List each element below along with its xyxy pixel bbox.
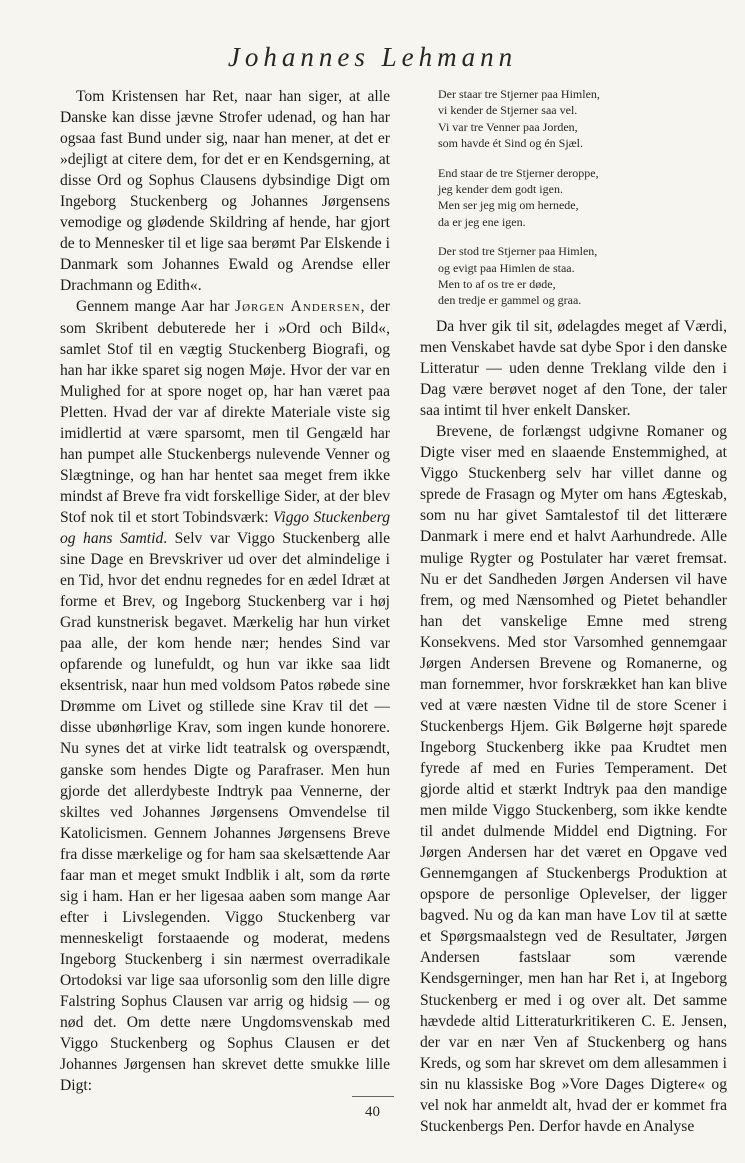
poem <box>438 86 718 322</box>
poem-line: jeg kender dem godt igen. <box>438 182 563 197</box>
poem-stanza <box>438 243 718 309</box>
paragraph-text: , der som Skribent debuterede her i »Ord och Bild«, samlet Stof til en vægtig Stuckenberg Biografi, og han har ikke sparet sig nogen Møje. Hvor der var en Mulighed for at spore noget op, har han været paa Pletten. Hvad der var af direkte Materiale viste sig imidlertid at være sparsomt, men til Gengæld har han pumpet alle Stuckenbergs nulevende Venner og Slægtninge, og han har hentet saa meget frem ikke mindst af Breve fra vidt forskellige Sider, at der blev Stof nok til et stort Tobindsværk: <box>60 298 390 526</box>
poem-line: End staar de tre Stjerner deroppe, <box>438 165 599 180</box>
author-name: Jørgen Andersen <box>235 298 361 316</box>
paragraph-text: Gennem mange Aar har <box>76 298 235 316</box>
poem-line: Vi var tre Venner paa Jorden, <box>438 119 578 134</box>
poem-line: Der staar tre Stjerner paa Himlen, <box>438 87 600 101</box>
right-column <box>420 316 727 1137</box>
poem-line: Der stod tre Stjerner paa Himlen, <box>438 244 598 259</box>
poem-line: Men ser jeg mig om hernede, <box>438 198 579 213</box>
poem-line: vi kender de Stjerner saa vel. <box>438 103 578 118</box>
paragraph <box>60 296 390 1096</box>
paragraph: Brevene, de forlængst udgivne Romaner og Digte viser med en slaaende Enstemmighed, at Viggo Stuckenberg selv har villet danne og sprede de Frasagn og Myter om hans Ægteskab, som nu har givet Samtalestof til det litterære Danmark i mere end et halvt Aarhundrede. Alle mulige Rygter og Postulater har været fremsat. Nu er det Sandheden Jørgen Andersen vil have frem, og med Nænsomhed og Pietet behandler han det vanskelige Emne med streng Konsekvens. Med stor Varsomhed gennemgaar Jørgen Andersen Brevene og Romanerne, og man fornemmer, hvor forskrækket han kan blive ved at være næsten Vidne til de store Scener i Stuckenbergs Hjem. Gik Bølgerne højt sparede Ingeborg Stuckenberg ikke paa Krudtet men fyrede af med en Furies Temperament. Det gjorde altid et stærkt Indtryk paa den mandige men milde Viggo Stuckenberg, som ikke kendte til andet dulmende Middel end Digtning. For Jørgen Andersen har det været en Opgave ved Gennemgangen af Stuckenbergs Produktion at opspore de personlige Oplevelser, der ligger bagved. Nu og da kan man have Lov til at sætte et Spørgsmaalstegn ved de Resultater, Jørgen Andersen fastslaar som værende Kendsgerninger, men han har Ret i, at Ingeborg Stuckenberg er med i og over alt. Det samme hævdede altid Litteraturkritikeren C. E. Jensen, der var en nær Ven af Stuckenberg og hans Kreds, og som har skrevet om dem allesammen i sin nu klassiske Bog »Vore Dages Digtere« og vel nok har anmeldt alt, hvad der er kommet fra Stuckenbergs Pen. Derfor havde en Analyse <box>420 423 727 1135</box>
book-title: Viggo Stuckenberg og hans Samtid <box>60 508 390 547</box>
poem-line: den tredje er gammel og graa. <box>438 293 582 308</box>
poem-line: som havde ét Sind og én Sjæl. <box>438 136 583 151</box>
poem-line: og evigt paa Himlen de staa. <box>438 260 575 275</box>
poem-line: da er jeg ene igen. <box>438 214 526 229</box>
running-header: Johannes Lehmann <box>227 42 518 72</box>
poem-stanza <box>438 165 718 231</box>
poem-stanza <box>438 86 718 152</box>
poem-line: Men to af os tre er døde, <box>438 277 556 292</box>
page-number: 40 <box>365 1104 380 1120</box>
paragraph: Tom Kristensen har Ret, naar han siger, at alle Danske kan disse jævne Strofer udenad, og han har ogsaa fast Bund under sig, naar han mener, at det er »dejligt at citere dem, for det er en Kendsgerning, at disse Ord og Sophus Clausens dybsindige Digt om Ingeborg Stuckenberg og Johannes Jørgensens vemodige og glødende Skildring af hende, har gjort de to Mennesker til et lige saa berømt Par Elskende i Danmark som Johannes Ewald og Arendse eller Drachmann og Edith«. <box>60 88 390 295</box>
left-column <box>60 86 390 1096</box>
footer-rule <box>352 1096 394 1097</box>
paragraph-text: . Selv var Viggo Stuckenberg alle sine Dage en Brevskriver ud over det almindelige i en Tid, hvor det endnu regnedes for en ædel Idræt at forme et Brev, og Ingeborg Stuckenberg var i høj Grad kunstnerisk begavet. Mærkelig har hun virket paa alle, der kom hende nær; hendes Sind var opfarende og lunefuldt, og hun var ikke saa lidt eksentrisk, naar hun med voldsom Patos røbede sine Drømme om Livet og stillede sine Krav til det — disse ubønhørlige Krav, som ingen kunde honorere. Nu synes det at virke lidt teatralsk og overspændt, ganske som hendes Digte og Parafraser. Men hun gjorde det allerdybeste Indtryk paa Vennerne, der skiltes ved Johannes Jørgensens Omvendelse til Katolicismen. Gennem Johannes Jørgensens Breve fra disse mærkelige og for ham saa skelsættende Aar faar man et meget smukt Indblik i alt, som da rørte sig i ham. Han er her ligesaa aaben som mange Aar efter i Livslegenden. Viggo Stuckenberg var menneskeligt forstaaende og moderat, medens Ingeborg Stuckenberg i sin nærmest overradikale Ortodoksi var lige saa uforsonlig som den lille digre Falstring Sophus Clausen var arrig og hidsig — og nød det. Om dette nære Ungdomsvenskab med Viggo Stuckenberg og Sophus Clausen er det Johannes Jørgensen han skrevet dette smukke lille Digt: <box>60 529 390 1095</box>
paragraph: Da hver gik til sit, ødelagdes meget af Værdi, men Venskabet havde sat dybe Spor i den danske Litteratur — uden denne Treklang vilde den i Dag være berøvet noget af den Tone, der taler saa intimt til hver enkelt Dansker. <box>420 318 727 420</box>
